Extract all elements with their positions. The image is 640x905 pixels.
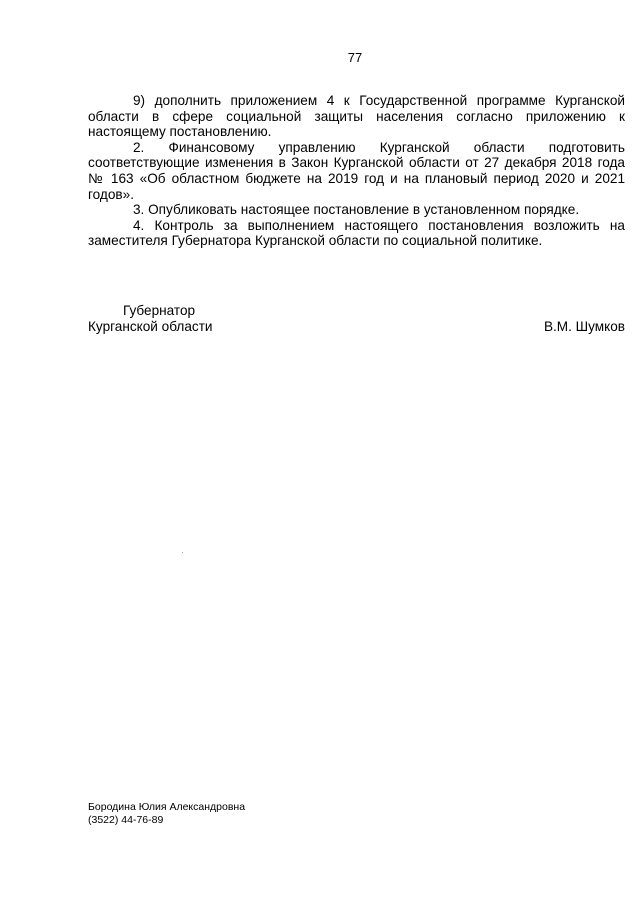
executor-name: Бородина Юлия Александровна bbox=[88, 801, 246, 813]
signature-block bbox=[88, 303, 625, 334]
scan-speck bbox=[182, 552, 183, 553]
executor-footer bbox=[88, 801, 245, 827]
page-number: 77 bbox=[347, 50, 363, 65]
executor-phone: (3522) 44-76-89 bbox=[88, 814, 164, 826]
paragraph-control: 4. Контроль за выполнением настоящего постановления возложить на заместителя Губернатора Курганской области по социальной политике. bbox=[88, 217, 625, 249]
signature-title-line2: Курганской области bbox=[88, 318, 213, 334]
paragraph-finance: 2. Финансовому управлению Курганской области подготовить соответствующие изменения в Закон Курганской области от 27 декабря 2018 года № 163 «Об областном бюджете на 2019 год и на плановый период 2020 и 2021 годов». bbox=[88, 139, 625, 202]
signature-title-line1: Губернатор bbox=[123, 303, 196, 318]
paragraph-item-9: 9) дополнить приложением 4 к Государственной программе Курганской области в сфере социальной защиты населения согласно приложению к настоящему постановлению. bbox=[88, 93, 625, 140]
paragraph-publish: 3. Опубликовать настоящее постановление в установленном порядке. bbox=[133, 202, 580, 218]
document-body bbox=[88, 93, 625, 249]
signatory-name: В.М. Шумков bbox=[543, 318, 625, 334]
